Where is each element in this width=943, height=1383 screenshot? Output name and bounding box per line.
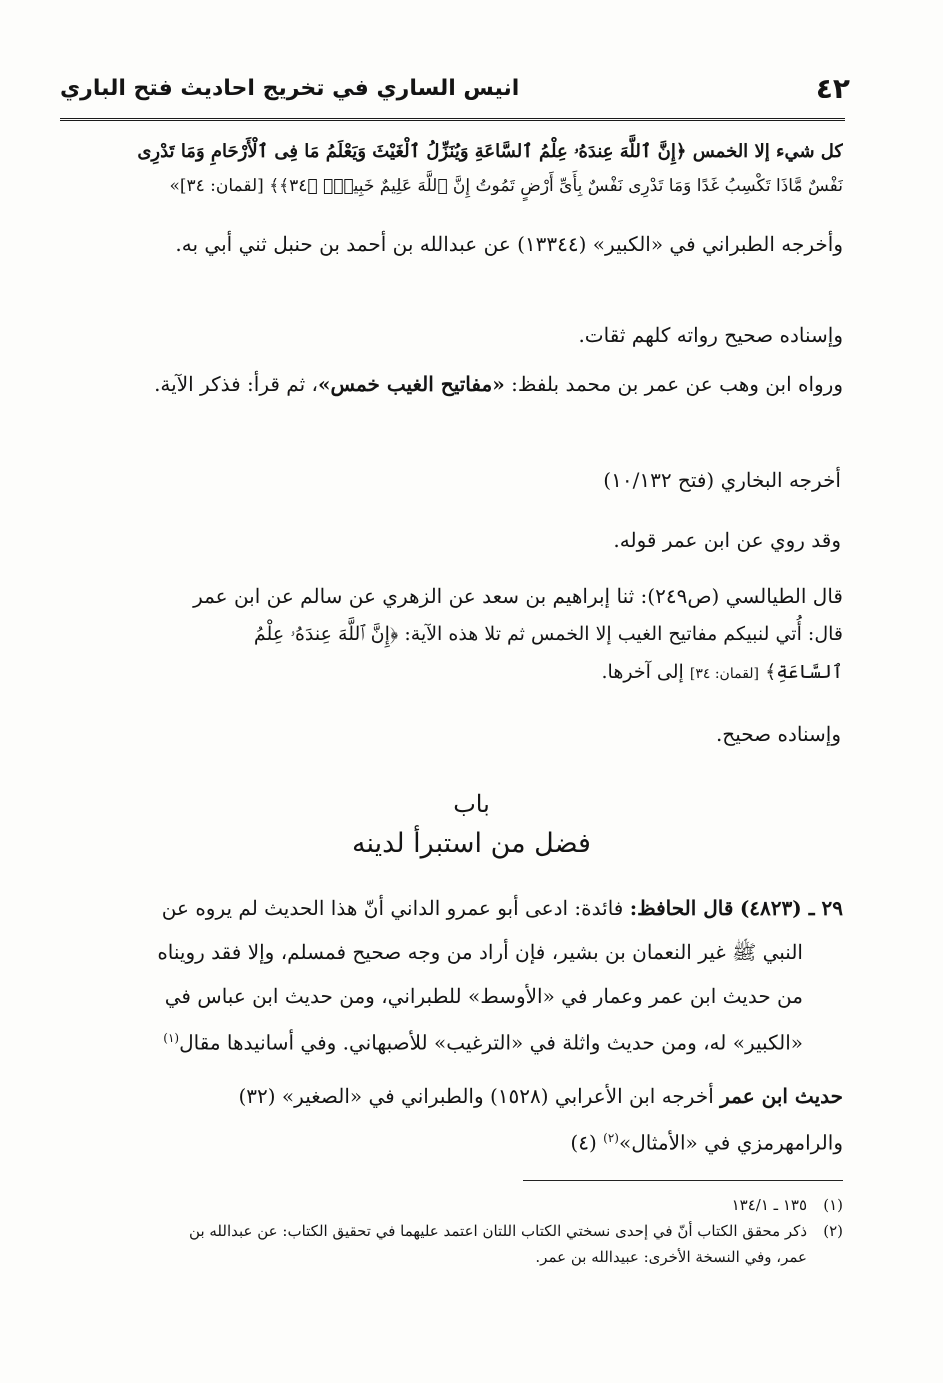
paragraph-8-line-1 <box>70 1074 843 1118</box>
paragraph-1-text: وأخرجه الطبراني في «الكبير» (١٣٣٤٤) عن عبدالله بن أحمد بن حنبل ثني أبي به. <box>175 232 843 256</box>
footnote-2-continued <box>70 1244 843 1270</box>
footnote-rule <box>523 1180 843 1181</box>
hadith-line-1 <box>70 886 843 930</box>
paragraph-1 <box>75 222 843 266</box>
hadith-line-1-text: فائدة: ادعى أبو عمرو الداني أنّ هذا الحديث لم يروه عن <box>161 896 624 920</box>
running-title: انيس الساري في تخريج احاديث فتح الباري <box>60 76 520 101</box>
paragraph-3-pre: ورواه ابن وهب عن عمر بن محمد بلفظ: <box>504 372 843 396</box>
paragraph-8-line-1-text: أخرجه ابن الأعرابي (١٥٢٨) والطبراني في «الصغير» (٣٢) <box>238 1084 721 1108</box>
paragraph-8-line-2 <box>70 1116 843 1165</box>
footnote-2-mark: (٢) <box>823 1222 843 1240</box>
section-bab: باب <box>453 790 490 818</box>
verse-line-2: نَفْسٌ مَّاذَا تَكْسِبُ غَدًا وَمَا تَدْرِى نَفْسٌ بِأَىِّ أَرْضٍ تَمُوتُ إِنَّ ٱللَّهَ عَلِيمٌ خَبِيرٌۢ ﴿٣٤﴾﴾ [لقمان: ٣٤]» <box>169 176 843 196</box>
verse-line-1: كل شيء إلا الخمس ﴿إِنَّ ٱللَّهَ عِندَهُۥ عِلْمُ ٱلسَّاعَةِ وَيُنَزِّلُ ٱلْغَيْثَ وَيَعْلَمُ مَا فِى ٱلْأَرْحَامِ وَمَا تَدْرِى <box>137 141 843 162</box>
footnote-2-text: ذكر محقق الكتاب أنّ في إحدى نسختي الكتاب اللتان اعتمد عليهما في تحقيق الكتاب: عن عبدالله بن <box>189 1222 807 1240</box>
footnote-ref-2: (٢) <box>603 1131 619 1145</box>
paragraph-8-line-2-text: والرامهرمزي في «الأمثال» <box>618 1130 843 1155</box>
paragraph-7-text: وإسناده صحيح. <box>715 722 841 746</box>
paragraph-2-text: وإسناده صحيح رواته كلهم ثقات. <box>578 323 843 347</box>
hadith-line-4-text: «الكبير» له، ومن حديث واثلة في «الترغيب» للأصبهاني. وفي أسانيدها مقال <box>179 1030 803 1055</box>
section-title: فضل من استبرأ لدينه <box>352 828 591 859</box>
paragraph-6-line-3 <box>70 652 843 694</box>
paragraph-3-post: ، ثم قرأ: فذكر الآية. <box>154 372 318 396</box>
paragraph-6-verse-end: ٱلسَّاعَةِ﴾ <box>765 661 843 683</box>
paragraph-6-line-1: قال الطيالسي (ص٢٤٩): ثنا إبراهيم بن سعد عن الزهري عن سالم عن ابن عمر <box>193 584 843 608</box>
paragraph-6-post: إلى آخرها. <box>601 661 684 683</box>
page-number: ٤٢ <box>815 72 850 105</box>
hadith-line-2: النبي ﷺ غير النعمان بن بشير، فإن أراد من وجه صحيح فمسلم، وإلا فقد رويناه <box>157 940 803 964</box>
paragraph-3-text <box>75 362 843 406</box>
paragraph-8-line-2-post: (٤) <box>570 1130 604 1155</box>
paragraph-8-bold: حديث ابن عمر <box>720 1084 843 1108</box>
footnote-ref-1: (١) <box>163 1031 180 1045</box>
hadith-speaker: قال الحافظ: <box>629 896 734 920</box>
hadith-line-4 <box>70 1016 803 1065</box>
paragraph-6-line-2: قال: أُتي لنبيكم مفاتيح الغيب إلا الخمس ثم تلا هذه الآية: ﴿إِنَّ ٱللَّهَ عِندَهُۥ عِلْمُ <box>253 623 843 645</box>
header-rule <box>60 118 845 124</box>
page-header <box>60 58 850 118</box>
footnote-1-mark: (١) <box>823 1196 843 1214</box>
paragraph-6-ref: [لقمان: ٣٤] <box>689 666 760 682</box>
hadith-number: ٢٩ ـ (٤٨٢٣) <box>739 896 843 920</box>
paragraph-3-quote: «مفاتيح الغيب خمس» <box>317 372 505 396</box>
hadith-line-3: من حديث ابن عمر وعمار في «الأوسط» للطبراني، ومن حديث ابن عباس في <box>164 984 803 1008</box>
paragraph-3 <box>75 362 843 406</box>
paragraph-4-text: أخرجه البخاري (فتح ١٠/١٣٢) <box>603 468 841 492</box>
footnote-1-text: ١٣٥ ـ ١٣٤/١ <box>731 1196 807 1214</box>
footnote-2-cont-text: عمر، وفي النسخة الأخرى: عبيدالله بن عمر. <box>535 1248 807 1266</box>
paragraph-5 <box>70 518 841 562</box>
footnote-1 <box>70 1192 843 1218</box>
paragraph-5-text: وقد روي عن ابن عمر قوله. <box>613 528 841 552</box>
footnote-2 <box>70 1218 843 1244</box>
footnotes <box>70 1192 843 1270</box>
paragraph-4 <box>70 458 841 502</box>
paragraph-7 <box>70 712 841 756</box>
paragraph-2 <box>75 312 843 358</box>
